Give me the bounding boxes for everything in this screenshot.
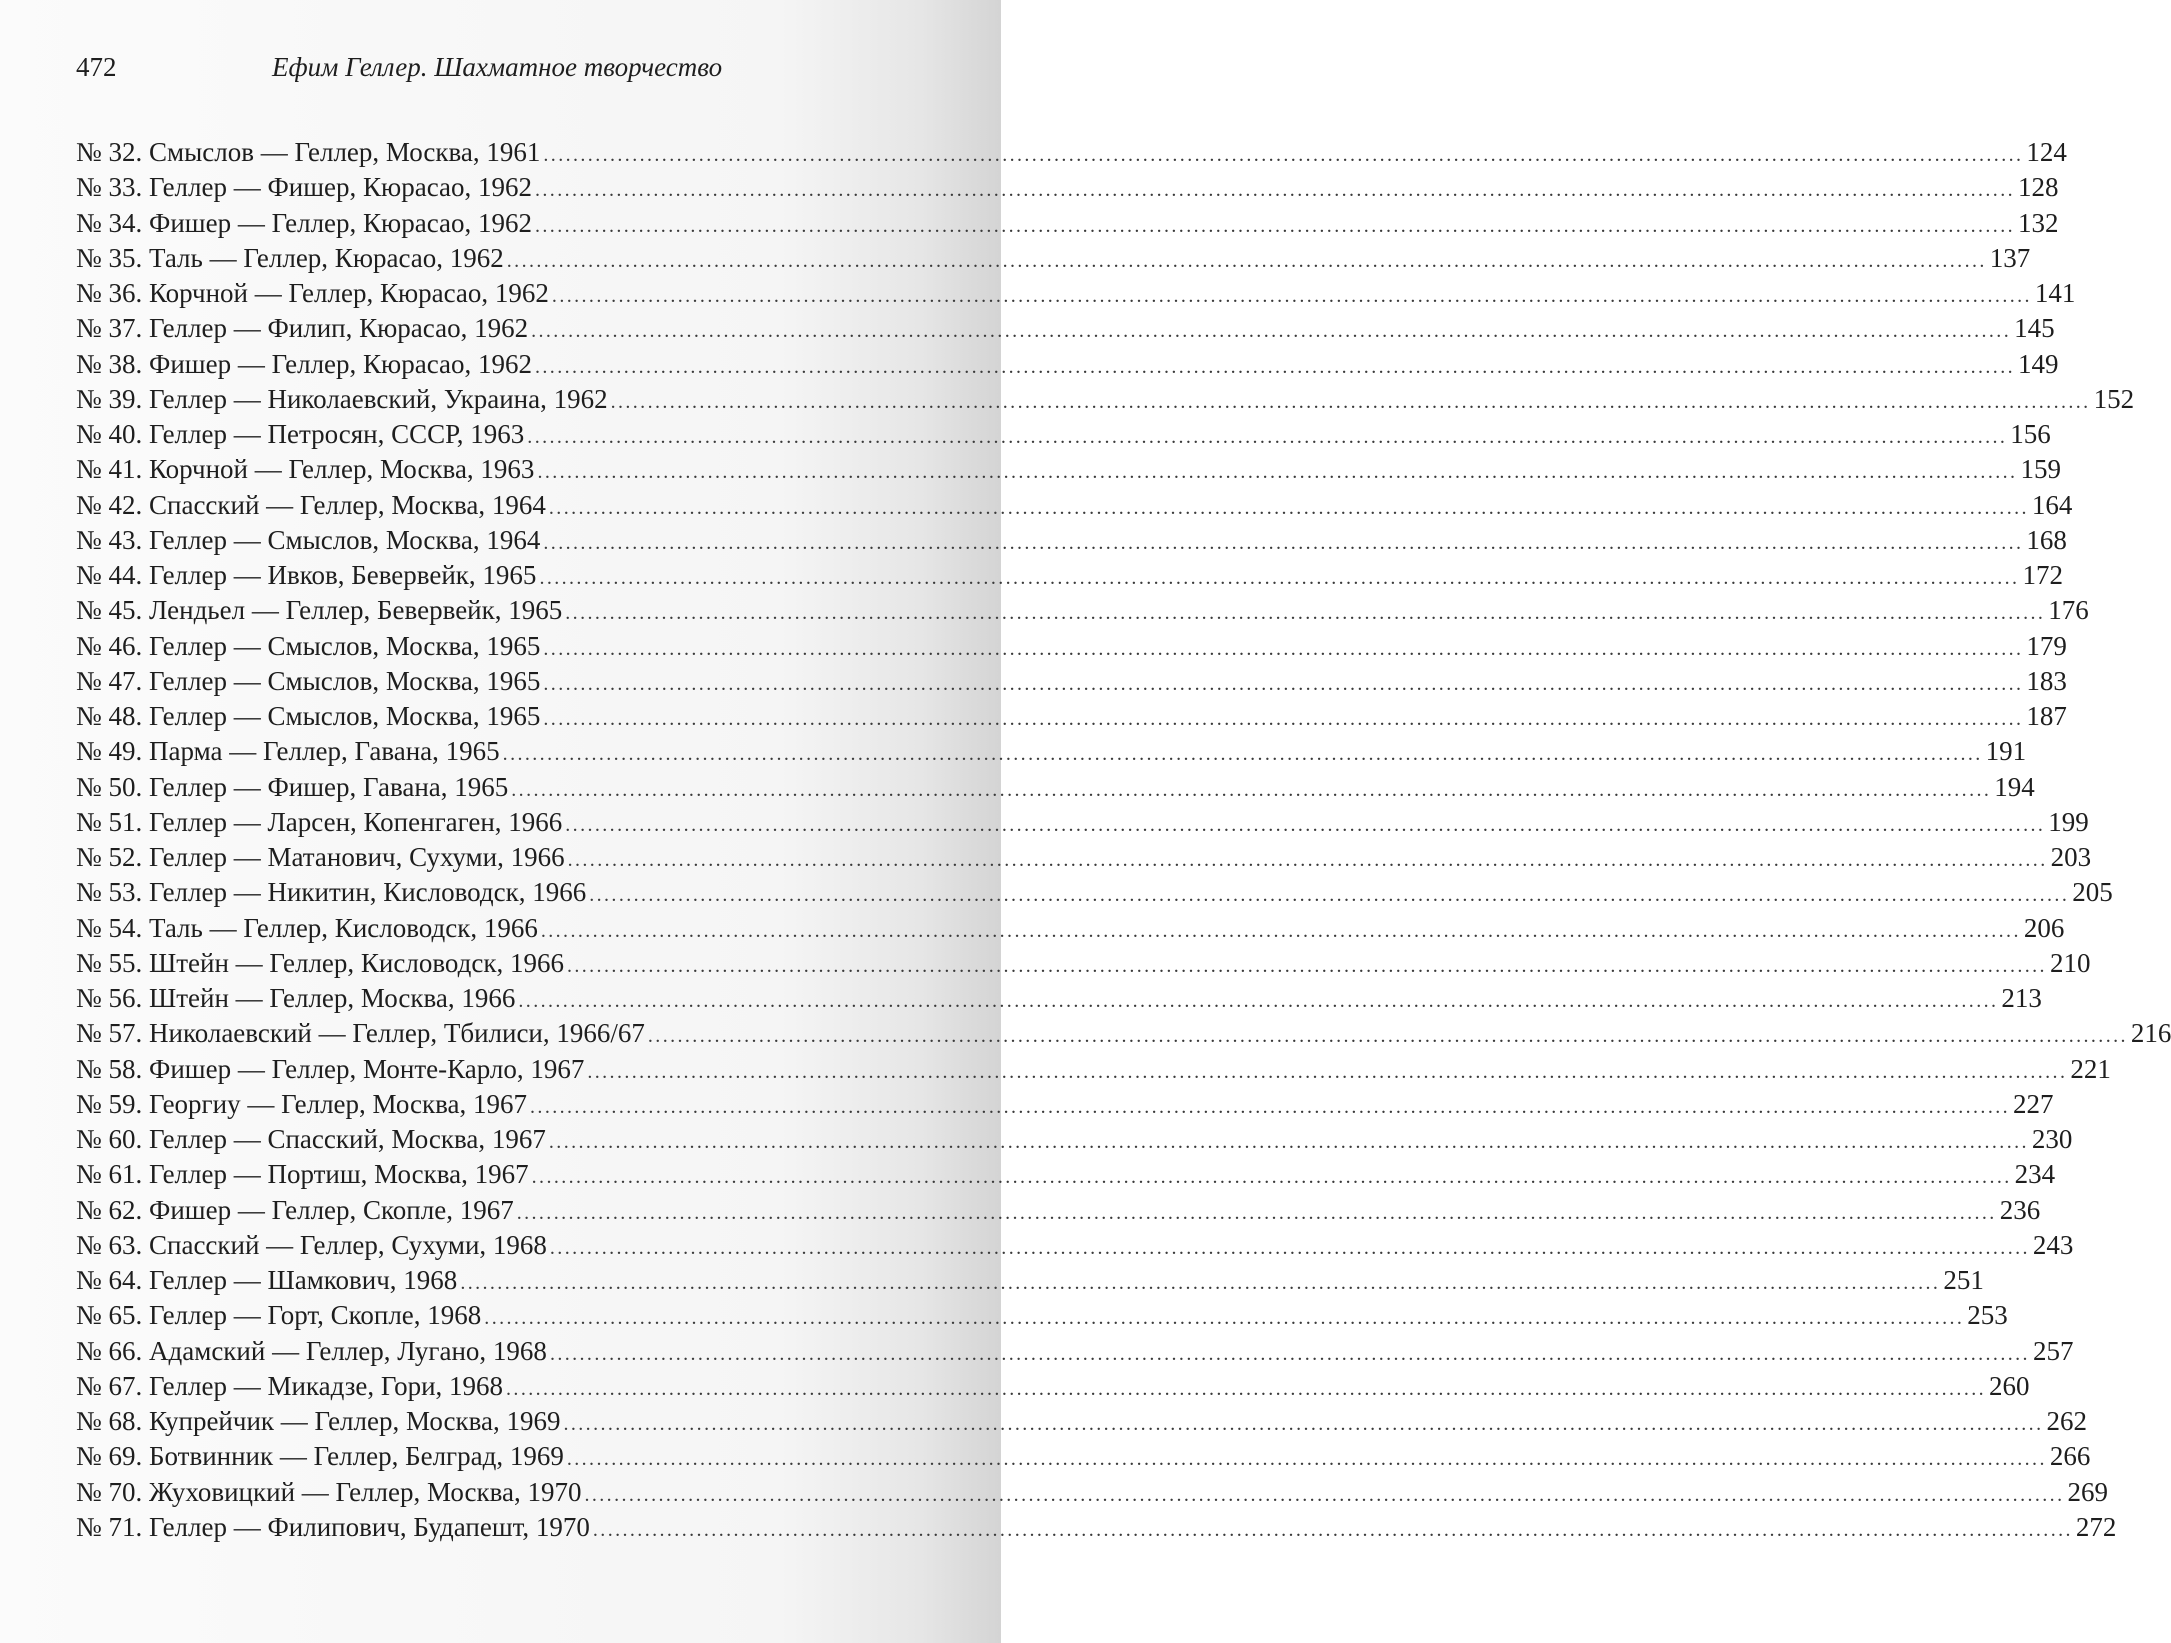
toc-entry bbox=[76, 1228, 2074, 1263]
entry-title: № 71. Геллер — Филипович, Будапешт, 1970 bbox=[76, 1511, 590, 1542]
entry-title: № 57. Николаевский — Геллер, Тбилиси, 1966/67 bbox=[76, 1018, 645, 1049]
toc-entry bbox=[76, 875, 2113, 910]
entry-title: № 50. Геллер — Фишер, Гавана, 1965 bbox=[76, 771, 509, 802]
dot-leader: ........................................................................................................................................................................................................ bbox=[506, 1377, 1987, 1400]
entry-title: № 37. Геллер — Филип, Кюрасао, 1962 bbox=[76, 313, 529, 344]
entry-title: № 52. Геллер — Матанович, Сухуми, 1966 bbox=[76, 842, 565, 872]
toc-entry bbox=[76, 276, 2076, 311]
dot-leader: ........................................................................................................................................................................................................ bbox=[566, 1448, 2047, 1471]
dot-leader: ........................................................................................................................................................................................................ bbox=[549, 1236, 2030, 1259]
entry-page-number: 216 bbox=[2130, 1018, 2171, 1049]
entry-page-number: 236 bbox=[1999, 1194, 2041, 1225]
entry-title: № 55. Штейн — Геллер, Кисловодск, 1966 bbox=[76, 947, 564, 978]
entry-page-number: 203 bbox=[2050, 842, 2092, 872]
toc-entry bbox=[76, 1087, 2054, 1122]
entry-title: № 67. Геллер — Микадзе, Гори, 1968 bbox=[76, 1370, 504, 1401]
entry-page-number: 124 bbox=[2026, 137, 2067, 167]
toc-entry bbox=[76, 593, 2089, 628]
dot-leader: ........................................................................................................................................................................................................ bbox=[610, 390, 2091, 413]
toc-entry bbox=[76, 1052, 2111, 1087]
toc-entry bbox=[76, 1193, 2041, 1228]
entry-title: № 65. Геллер — Горт, Скопле, 1968 bbox=[76, 1300, 482, 1331]
entry-page-number: 230 bbox=[2031, 1124, 2073, 1154]
entry-title: № 66. Адамский — Геллер, Лугано, 1968 bbox=[76, 1335, 547, 1366]
dot-leader: ........................................................................................................................................................................................................ bbox=[506, 249, 1987, 272]
entry-page-number: 194 bbox=[1994, 771, 2035, 802]
entry-title: № 35. Таль — Геллер, Кюрасао, 1962 bbox=[76, 242, 504, 273]
entry-page-number: 234 bbox=[2014, 1159, 2056, 1190]
entry-title: № 49. Парма — Геллер, Гавана, 1965 bbox=[76, 736, 500, 767]
entry-title: № 60. Геллер — Спасский, Москва, 1967 bbox=[76, 1124, 546, 1154]
entry-title: № 62. Фишер — Геллер, Скопле, 1967 bbox=[76, 1194, 514, 1225]
entry-page-number: 272 bbox=[2075, 1511, 2117, 1542]
entry-page-number: 210 bbox=[2049, 947, 2091, 978]
dot-leader: ........................................................................................................................................................................................................ bbox=[535, 214, 2015, 237]
entry-title: № 56. Штейн — Геллер, Москва, 1966 bbox=[76, 983, 516, 1013]
entry-title: № 58. Фишер — Геллер, Монте-Карло, 1967 bbox=[76, 1053, 585, 1084]
entry-title: № 39. Геллер — Николаевский, Украина, 1962 bbox=[76, 383, 608, 414]
dot-leader: ........................................................................................................................................................................................................ bbox=[647, 1025, 2128, 1048]
entry-page-number: 199 bbox=[2048, 806, 2089, 837]
entry-title: № 63. Спасский — Геллер, Сухуми, 1968 bbox=[76, 1229, 547, 1260]
toc-entry bbox=[76, 1334, 2074, 1369]
entry-page-number: 156 bbox=[2010, 419, 2051, 449]
entry-title: № 46. Геллер — Смыслов, Москва, 1965 bbox=[76, 630, 541, 661]
toc-entry bbox=[76, 1122, 2073, 1157]
entry-title: № 54. Таль — Геллер, Кисловодск, 1966 bbox=[76, 912, 538, 943]
entry-page-number: 132 bbox=[2018, 207, 2059, 238]
toc-entry bbox=[76, 1404, 2087, 1439]
dot-leader: ........................................................................................................................................................................................................ bbox=[460, 1272, 1941, 1294]
toc-entry bbox=[76, 840, 2092, 875]
toc-entry bbox=[76, 699, 2067, 734]
dot-leader: ........................................................................................................................................................................................................ bbox=[592, 1518, 2073, 1541]
dot-leader: ........................................................................................................................................................................................................ bbox=[543, 672, 2024, 695]
toc-entry bbox=[76, 417, 2051, 452]
entry-title: № 69. Ботвинник — Геллер, Белград, 1969 bbox=[76, 1441, 564, 1472]
entry-title: № 59. Георгиу — Геллер, Москва, 1967 bbox=[76, 1088, 528, 1119]
toc-entry bbox=[76, 1475, 2108, 1510]
entry-title: № 48. Геллер — Смыслов, Москва, 1965 bbox=[76, 701, 541, 731]
toc-entry bbox=[76, 347, 2059, 382]
toc-entry bbox=[76, 1263, 1984, 1298]
entry-page-number: 269 bbox=[2067, 1476, 2108, 1507]
toc-entry bbox=[76, 452, 2061, 487]
entry-title: № 47. Геллер — Смыслов, Москва, 1965 bbox=[76, 665, 541, 696]
entry-page-number: 227 bbox=[2013, 1088, 2054, 1119]
dot-leader: ........................................................................................................................................................................................................ bbox=[537, 461, 2018, 484]
entry-page-number: 266 bbox=[2049, 1441, 2091, 1472]
entry-title: № 41. Корчной — Геллер, Москва, 1963 bbox=[76, 454, 535, 485]
toc-entry bbox=[76, 629, 2067, 664]
toc-entry bbox=[76, 734, 2027, 769]
dot-leader: ........................................................................................................................................................................................................ bbox=[539, 567, 2020, 589]
toc-entry bbox=[76, 1510, 2117, 1545]
entry-title: № 42. Спасский — Геллер, Москва, 1964 bbox=[76, 489, 546, 520]
entry-title: № 70. Жуховицкий — Геллер, Москва, 1970 bbox=[76, 1476, 582, 1507]
dot-leader: ........................................................................................................................................................................................................ bbox=[502, 743, 1983, 766]
dot-leader: ........................................................................................................................................................................................................ bbox=[589, 884, 2070, 907]
dot-leader: ........................................................................................................................................................................................................ bbox=[567, 849, 2048, 871]
entry-title: № 36. Корчной — Геллер, Кюрасао, 1962 bbox=[76, 278, 549, 308]
entry-page-number: 243 bbox=[2032, 1229, 2074, 1260]
dot-leader: ........................................................................................................................................................................................................ bbox=[484, 1307, 1965, 1330]
dot-leader: ........................................................................................................................................................................................................ bbox=[543, 144, 2024, 166]
dot-leader: ........................................................................................................................................................................................................ bbox=[535, 179, 2015, 202]
entry-title: № 38. Фишер — Геллер, Кюрасао, 1962 bbox=[76, 348, 532, 379]
entry-page-number: 253 bbox=[1967, 1300, 2008, 1331]
entry-title: № 32. Смыслов — Геллер, Москва, 1961 bbox=[76, 137, 541, 167]
entry-title: № 68. Купрейчик — Геллер, Москва, 1969 bbox=[76, 1406, 561, 1436]
entry-page-number: 179 bbox=[2026, 630, 2067, 661]
table-of-contents bbox=[76, 135, 2171, 1545]
dot-leader: ........................................................................................................................................................................................................ bbox=[531, 320, 2012, 343]
page-number: 472 bbox=[76, 52, 117, 82]
dot-leader: ........................................................................................................................................................................................................ bbox=[543, 637, 2024, 660]
toc-entry bbox=[76, 523, 2067, 558]
entry-page-number: 176 bbox=[2048, 595, 2089, 626]
entry-title: № 40. Геллер — Петросян, СССР, 1963 bbox=[76, 419, 525, 449]
toc-entry bbox=[76, 1298, 2008, 1333]
toc-entry bbox=[76, 241, 2031, 276]
toc-entry bbox=[76, 805, 2089, 840]
entry-title: № 64. Геллер — Шамкович, 1968 bbox=[76, 1265, 458, 1295]
entry-page-number: 251 bbox=[1943, 1265, 1984, 1295]
toc-entry bbox=[76, 311, 2055, 346]
entry-title: № 34. Фишер — Геллер, Кюрасао, 1962 bbox=[76, 207, 532, 238]
dot-leader: ........................................................................................................................................................................................................ bbox=[530, 1095, 2011, 1118]
entry-page-number: 183 bbox=[2026, 665, 2067, 696]
entry-title: № 61. Геллер — Портиш, Москва, 1967 bbox=[76, 1159, 529, 1190]
dot-leader: ........................................................................................................................................................................................................ bbox=[563, 1413, 2044, 1435]
entry-title: № 33. Геллер — Фишер, Кюрасао, 1962 bbox=[76, 172, 532, 203]
entry-page-number: 164 bbox=[2031, 489, 2073, 520]
toc-entry bbox=[76, 1369, 2030, 1404]
toc-entry bbox=[76, 170, 2059, 205]
dot-leader: ........................................................................................................................................................................................................ bbox=[565, 602, 2046, 625]
entry-page-number: 137 bbox=[1989, 242, 2031, 273]
dot-leader: ........................................................................................................................................................................................................ bbox=[511, 778, 1992, 801]
entry-title: № 53. Геллер — Никитин, Кисловодск, 1966 bbox=[76, 877, 587, 908]
toc-entry bbox=[76, 1157, 2056, 1192]
dot-leader: ........................................................................................................................................................................................................ bbox=[549, 1342, 2030, 1365]
dot-leader: ........................................................................................................................................................................................................ bbox=[527, 426, 2008, 448]
entry-page-number: 187 bbox=[2026, 701, 2067, 731]
toc-entry bbox=[76, 946, 2091, 981]
dot-leader: ........................................................................................................................................................................................................ bbox=[551, 285, 2032, 307]
toc-entry bbox=[76, 664, 2067, 699]
toc-entry bbox=[76, 770, 2035, 805]
dot-leader: ........................................................................................................................................................................................................ bbox=[535, 355, 2015, 378]
toc-entry bbox=[76, 206, 2059, 241]
dot-leader: ........................................................................................................................................................................................................ bbox=[566, 954, 2047, 977]
page-header bbox=[0, 52, 1001, 92]
dot-leader: ........................................................................................................................................................................................................ bbox=[531, 1166, 2012, 1189]
entry-page-number: 149 bbox=[2018, 348, 2059, 379]
entry-page-number: 260 bbox=[1989, 1370, 2030, 1401]
entry-page-number: 141 bbox=[2034, 278, 2076, 308]
toc-entry bbox=[76, 981, 2042, 1016]
entry-page-number: 152 bbox=[2093, 383, 2135, 414]
entry-page-number: 205 bbox=[2072, 877, 2113, 908]
entry-page-number: 145 bbox=[2014, 313, 2055, 344]
toc-entry bbox=[76, 911, 2065, 946]
toc-entry bbox=[76, 135, 2067, 170]
entry-page-number: 221 bbox=[2070, 1053, 2111, 1084]
dot-leader: ........................................................................................................................................................................................................ bbox=[516, 1201, 1997, 1224]
entry-title: № 51. Геллер — Ларсен, Копенгаген, 1966 bbox=[76, 806, 563, 837]
entry-page-number: 172 bbox=[2022, 560, 2063, 590]
running-title: Ефим Геллер. Шахматное творчество bbox=[272, 52, 723, 82]
entry-page-number: 206 bbox=[2023, 912, 2065, 943]
toc-entry bbox=[76, 488, 2073, 523]
dot-leader: ........................................................................................................................................................................................................ bbox=[584, 1483, 2065, 1506]
toc-entry bbox=[76, 558, 2063, 593]
dot-leader: ........................................................................................................................................................................................................ bbox=[548, 1131, 2029, 1153]
toc-entry bbox=[76, 1016, 2171, 1051]
entry-page-number: 168 bbox=[2026, 524, 2067, 555]
dot-leader: ........................................................................................................................................................................................................ bbox=[518, 990, 1999, 1012]
entry-title: № 45. Лендьел — Геллер, Бевервейк, 1965 bbox=[76, 595, 563, 626]
entry-page-number: 257 bbox=[2032, 1335, 2074, 1366]
entry-page-number: 128 bbox=[2018, 172, 2059, 203]
dot-leader: ........................................................................................................................................................................................................ bbox=[543, 531, 2024, 554]
dot-leader: ........................................................................................................................................................................................................ bbox=[548, 496, 2029, 519]
dot-leader: ........................................................................................................................................................................................................ bbox=[587, 1060, 2068, 1083]
dot-leader: ........................................................................................................................................................................................................ bbox=[543, 708, 2024, 730]
entry-title: № 44. Геллер — Ивков, Бевервейк, 1965 bbox=[76, 560, 537, 590]
entry-page-number: 191 bbox=[1985, 736, 2027, 767]
dot-leader: ........................................................................................................................................................................................................ bbox=[565, 813, 2046, 836]
entry-page-number: 159 bbox=[2020, 454, 2061, 485]
entry-page-number: 262 bbox=[2046, 1406, 2087, 1436]
entry-page-number: 213 bbox=[2001, 983, 2042, 1013]
toc-entry bbox=[76, 1439, 2091, 1474]
dot-leader: ........................................................................................................................................................................................................ bbox=[540, 919, 2021, 942]
entry-title: № 43. Геллер — Смыслов, Москва, 1964 bbox=[76, 524, 541, 555]
toc-entry bbox=[76, 382, 2135, 417]
